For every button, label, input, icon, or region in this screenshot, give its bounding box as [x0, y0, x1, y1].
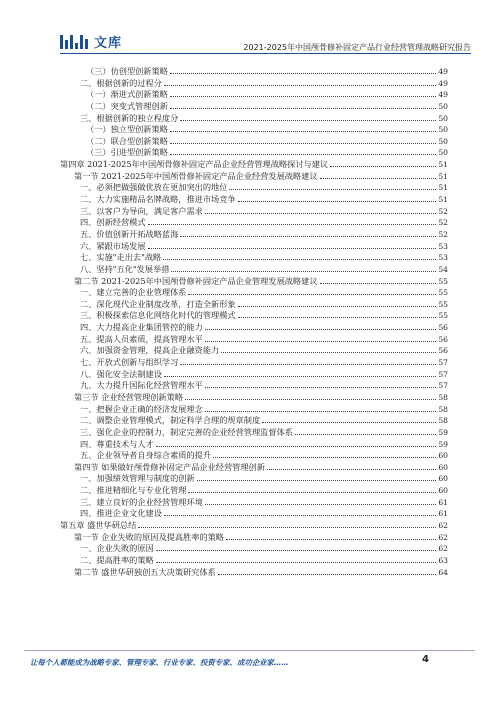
toc-entry[interactable] — [60, 171, 448, 183]
toc-entry-title: 二、推进精细化与专业化管理 — [80, 485, 187, 496]
toc-entry-title: 一、加强绩效管理与制度的创新 — [80, 473, 195, 484]
toc-leader-dots — [205, 341, 437, 342]
toc-leader-dots — [218, 574, 437, 575]
toc-entry[interactable] — [60, 462, 448, 474]
toc-leader-dots — [163, 259, 436, 260]
toc-entry-title: 七、开放式创新与组织学习 — [80, 357, 179, 368]
toc-entry-title: 第二节 2021-2025年中国颅骨修补固定产品企业管理发展战略建议 — [74, 275, 318, 286]
toc-entry[interactable] — [60, 345, 448, 357]
toc-leader-dots — [180, 236, 436, 237]
toc-leader-dots — [295, 434, 436, 435]
toc-entry-page: 52 — [438, 218, 448, 228]
toc-leader-dots — [213, 457, 436, 458]
toc-entry-title: 一、建立完善的企业管理体系 — [80, 287, 187, 298]
toc-entry-page: 55 — [438, 276, 448, 286]
logo-text: 文库 — [94, 36, 123, 51]
toc-entry-title: 第一节 2021-2025年中国颅骨修补固定产品企业经营发展战略建议 — [74, 170, 318, 181]
toc-entry-page: 51 — [438, 160, 448, 170]
toc-entry-page: 60 — [438, 462, 448, 472]
toc-entry-page: 59 — [438, 427, 448, 437]
toc-leader-dots — [171, 271, 436, 272]
toc-entry[interactable] — [60, 310, 448, 322]
toc-leader-dots — [180, 364, 436, 365]
toc-leader-dots — [170, 108, 436, 109]
toc-entry[interactable] — [60, 508, 448, 520]
toc-entry-title: 四、推进企业文化建设 — [80, 508, 162, 519]
toc-leader-dots — [180, 120, 436, 121]
toc-entry-title: 第五章 盛世华研总结 — [60, 519, 137, 530]
toc-entry-title: 三、建立良好的企业经营管理环境 — [80, 496, 203, 507]
toc-entry-page: 55 — [438, 288, 448, 298]
toc-entry[interactable] — [60, 147, 448, 159]
toc-leader-dots — [148, 224, 437, 225]
toc-leader-dots — [262, 422, 436, 423]
toc-entry[interactable] — [60, 194, 448, 206]
toc-entry-title: 三、以客户为导向，满足客户需求 — [80, 205, 203, 216]
toc-entry[interactable] — [60, 497, 448, 509]
toc-leader-dots — [330, 166, 436, 167]
toc-leader-dots — [156, 550, 437, 551]
toc-entry-page: 52 — [438, 206, 448, 216]
toc-entry[interactable] — [60, 182, 448, 194]
toc-entry[interactable] — [60, 241, 448, 253]
toc-entry[interactable] — [60, 89, 448, 101]
toc-entry[interactable] — [60, 380, 448, 392]
toc-entry-page: 57 — [438, 369, 448, 379]
toc-entry[interactable] — [60, 357, 448, 369]
toc-entry-page: 60 — [438, 451, 448, 461]
toc-entry-page: 49 — [438, 90, 448, 100]
toc-entry-title: （三）引进型创新策略 — [86, 147, 168, 158]
toc-entry-title: 二、调整企业管理模式，制定科学合理的规章制度 — [80, 415, 261, 426]
toc-leader-dots — [267, 469, 436, 470]
toc-entry[interactable] — [60, 66, 448, 78]
toc-entry-page: 57 — [438, 358, 448, 368]
toc-leader-dots — [170, 131, 436, 132]
toc-entry-page: 51 — [438, 171, 448, 181]
toc-entry-title: 四、尊重技术与人才 — [80, 438, 154, 449]
toc-entry-title: 五、企业领导者自身综合素质的提升 — [80, 450, 212, 461]
toc-leader-dots — [205, 387, 437, 388]
toc-entry-title: 三、根据创新的独立程度分 — [80, 112, 179, 123]
footer-slogan: 让每个人都能成为战略专家、管理专家、行业专家、投资专家、成功企业家…… — [30, 658, 289, 667]
toc-entry[interactable] — [60, 217, 448, 229]
toc-entry-page: 60 — [438, 486, 448, 496]
toc-entry[interactable] — [60, 520, 448, 532]
toc-entry-page: 63 — [438, 555, 448, 565]
toc-entry-title: （一）独立型创新策略 — [86, 124, 168, 135]
toc-leader-dots — [164, 376, 436, 377]
toc-entry-title: 第三节 企业经营管理创新策略 — [74, 391, 184, 402]
toc-entry-page: 57 — [438, 381, 448, 391]
page-number: 4 — [422, 654, 429, 665]
toc-leader-dots — [238, 306, 437, 307]
toc-entry[interactable] — [60, 404, 448, 416]
toc-leader-dots — [226, 539, 436, 540]
toc-entry[interactable] — [60, 532, 448, 544]
toc-entry-page: 51 — [438, 183, 448, 193]
toc-entry-title: 六、加强资金管理，提高企业融资能力 — [80, 345, 220, 356]
toc-entry-page: 55 — [438, 299, 448, 309]
toc-entry-page: 51 — [438, 195, 448, 205]
toc-leader-dots — [238, 317, 437, 318]
toc-leader-dots — [138, 527, 436, 528]
toc-leader-dots — [205, 213, 437, 214]
toc-entry-page: 62 — [438, 544, 448, 554]
toc-entry[interactable] — [60, 567, 448, 579]
toc-entry[interactable] — [60, 334, 448, 346]
toc-entry-title: 三、积极探索信息化网络化时代的管理模式 — [80, 310, 236, 321]
toc-leader-dots — [170, 143, 436, 144]
toc-leader-dots — [320, 283, 437, 284]
toc-entry[interactable] — [60, 206, 448, 218]
toc-entry-page: 58 — [438, 392, 448, 402]
footer-divider — [24, 650, 475, 651]
toc-entry-title: 第一节 企业失败的原因及提高胜率的策略 — [74, 531, 224, 542]
toc-entry-title: （一）渐进式创新策略 — [86, 89, 168, 100]
toc-entry-page: 58 — [438, 404, 448, 414]
toc-entry-title: 第二节 盛世华研独创五大决策研究体系 — [74, 566, 216, 577]
toc-entry[interactable] — [60, 78, 448, 90]
toc-leader-dots — [188, 492, 436, 493]
toc-entry-title: （二）突变式管理创新 — [86, 100, 168, 111]
toc-entry[interactable] — [60, 276, 448, 288]
toc-entry-title: 七、实施"走出去"战略 — [80, 252, 162, 263]
toc-entry-title: （三）仿创型创新策略 — [86, 66, 168, 76]
logo-icon — [60, 35, 88, 49]
toc-entry[interactable] — [60, 229, 448, 241]
toc-entry[interactable] — [60, 113, 448, 125]
toc-entry-title: 八、坚持"五化"发展举措 — [80, 263, 170, 274]
toc-entry[interactable] — [60, 555, 448, 567]
table-of-contents — [60, 66, 448, 578]
toc-entry-page: 52 — [438, 229, 448, 239]
toc-entry-page: 54 — [438, 264, 448, 274]
page-header — [0, 0, 499, 50]
toc-entry-title: 五、价值创新开拓战略蓝海 — [80, 228, 179, 239]
toc-entry-page: 58 — [438, 416, 448, 426]
toc-leader-dots — [170, 154, 436, 155]
toc-entry-title: 八、强化安全法制建设 — [80, 368, 162, 379]
toc-entry-page: 49 — [438, 78, 448, 88]
toc-entry[interactable] — [60, 427, 448, 439]
toc-entry-title: 二、提高胜率的策略 — [80, 554, 154, 565]
toc-leader-dots — [164, 85, 436, 86]
toc-leader-dots — [156, 446, 437, 447]
toc-entry-title: 九、大力提升国际化经营管理水平 — [80, 380, 203, 391]
toc-entry[interactable] — [60, 159, 448, 171]
toc-entry[interactable] — [60, 543, 448, 555]
logo — [60, 32, 122, 51]
toc-leader-dots — [164, 515, 436, 516]
toc-entry-page: 50 — [438, 113, 448, 123]
toc-entry-title: 一、企业失败的原因 — [80, 543, 154, 554]
toc-entry-page: 64 — [438, 567, 448, 577]
toc-entry-page: 62 — [438, 532, 448, 542]
toc-entry[interactable] — [60, 252, 448, 264]
toc-entry-page: 55 — [438, 311, 448, 321]
toc-entry-title: 一、必须把做强做优放在更加突出的地位 — [80, 182, 228, 193]
toc-entry[interactable] — [60, 287, 448, 299]
toc-entry-page: 60 — [438, 474, 448, 484]
toc-entry-title: 二、深化现代企业制度改革，打造全新形象 — [80, 298, 236, 309]
toc-entry-title: 六、紧跟市场发展 — [80, 240, 146, 251]
toc-entry-title: 第四章 2021-2025年中国颅骨修补固定产品企业经营管理战略探讨与建议 — [60, 159, 329, 170]
toc-entry-title: 四、大力提高企业集团管控的能力 — [80, 322, 203, 333]
toc-leader-dots — [205, 411, 437, 412]
toc-entry-page: 61 — [438, 497, 448, 507]
toc-entry-page: 50 — [438, 125, 448, 135]
toc-entry-page: 61 — [438, 509, 448, 519]
toc-leader-dots — [188, 294, 436, 295]
toc-entry-title: 第四节 如果做好颅骨修补固定产品企业经营管理创新 — [74, 461, 265, 472]
toc-entry-page: 50 — [438, 148, 448, 158]
toc-entry[interactable] — [60, 450, 448, 462]
toc-entry-page: 56 — [438, 334, 448, 344]
toc-leader-dots — [148, 248, 437, 249]
toc-entry-title: 四、创新经营模式 — [80, 217, 146, 228]
toc-entry-title: 三、强化企业的控制力，制定完善的企业经营管理监督体系 — [80, 426, 293, 437]
toc-leader-dots — [185, 399, 436, 400]
toc-entry-page: 62 — [438, 520, 448, 530]
toc-leader-dots — [320, 178, 437, 179]
toc-entry[interactable] — [60, 299, 448, 311]
toc-entry-page: 50 — [438, 136, 448, 146]
toc-entry-page: 53 — [438, 253, 448, 263]
toc-leader-dots — [205, 329, 437, 330]
toc-entry[interactable] — [60, 264, 448, 276]
toc-entry-title: 二、大力实施精品名牌战略，推进市场竞争 — [80, 194, 236, 205]
document-title: 2021-2025年中国颅骨修补固定产品行业经营管理战略研究报告 — [243, 43, 471, 52]
toc-leader-dots — [221, 352, 436, 353]
toc-entry[interactable] — [60, 439, 448, 451]
toc-entry-page: 50 — [438, 101, 448, 111]
toc-entry-page: 59 — [438, 439, 448, 449]
toc-entry-page: 56 — [438, 346, 448, 356]
toc-entry-title: 一、把握企业正确的经济发展理念 — [80, 403, 203, 414]
toc-entry[interactable] — [60, 485, 448, 497]
header-divider — [60, 53, 471, 54]
toc-entry[interactable] — [60, 124, 448, 136]
toc-leader-dots — [170, 73, 436, 74]
toc-entry-title: 五、提高人员素质，提高管理水平 — [80, 333, 203, 344]
toc-entry[interactable] — [60, 101, 448, 113]
toc-leader-dots — [205, 504, 437, 505]
toc-entry[interactable] — [60, 415, 448, 427]
toc-entry[interactable] — [60, 473, 448, 485]
toc-entry-page: 53 — [438, 241, 448, 251]
toc-entry[interactable] — [60, 392, 448, 404]
toc-entry[interactable] — [60, 136, 448, 148]
toc-leader-dots — [197, 480, 437, 481]
toc-leader-dots — [170, 96, 436, 97]
toc-entry[interactable] — [60, 322, 448, 334]
toc-entry[interactable] — [60, 369, 448, 381]
toc-entry-title: 二、根据创新的过程分 — [80, 77, 162, 88]
toc-entry-page: 56 — [438, 323, 448, 333]
toc-leader-dots — [238, 201, 437, 202]
toc-leader-dots — [156, 562, 437, 563]
toc-entry-title: （二）联合型创新策略 — [86, 135, 168, 146]
toc-entry-page: 49 — [438, 67, 448, 76]
toc-leader-dots — [229, 189, 436, 190]
